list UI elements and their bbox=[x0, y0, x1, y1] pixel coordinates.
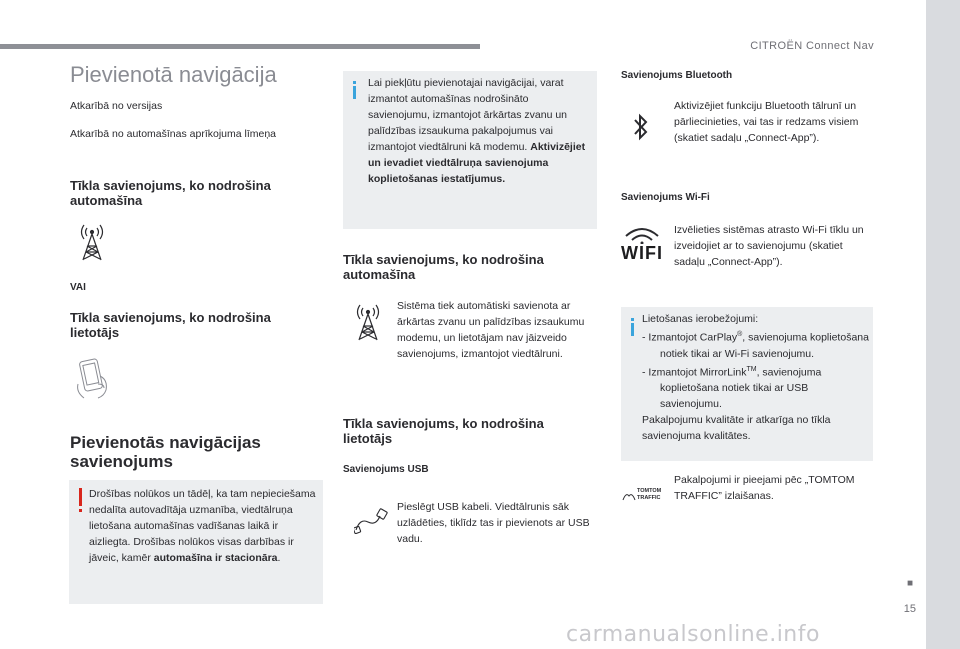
antenna-icon bbox=[76, 222, 108, 262]
limit-mirrorlink: - Izmantojot MirrorLink™, savienojuma koplietošana notiek tikai ar USB savienojumu. bbox=[642, 365, 822, 410]
limits-text: Lietošanas ierobežojumi: - Izmantojot CarPlay®, savienojuma koplietošana notiek tikai ar Wi-Fi savienojumu. - Izmantojot MirrorLink™, savienojuma koplietošana notiek tikai ar USB savienojumu. Pakalpojumu kvalitāte ir atkarīga no tīkla savienojuma kvalitātes. bbox=[642, 313, 869, 442]
info-box-limits bbox=[621, 307, 873, 461]
header-bar bbox=[0, 44, 480, 49]
wifi-text: Izvēlieties sistēmas atrasto Wi-Fi tīklu un izveidojiet ar to savienojumu (skatiet sadaļu „Connect-App”). bbox=[674, 224, 864, 268]
wifi-waves-icon bbox=[620, 226, 664, 244]
warning-text: Drošības nolūkos un tādēļ, ka tam nepieciešama nedalīta autovadītāja uzmanība, viedtālruņa lietošana automašīnas vadīšanas laikā ir aizliegta. Drošības nolūkos visas darbības ir jāveic, kamēr automašīna ir stacionāra. bbox=[89, 488, 316, 564]
smartphone-hand-icon bbox=[74, 356, 116, 400]
watermark: carmanualsonline.info bbox=[566, 622, 820, 647]
tomtom-hand-icon bbox=[622, 491, 636, 501]
usb-title: Savienojums USB bbox=[343, 464, 429, 475]
limit-carplay: - Izmantojot CarPlay®, savienojuma koplietošana notiek tikai ar Wi-Fi savienojumu. bbox=[642, 331, 869, 360]
page-number: 15 bbox=[903, 603, 916, 615]
warning-icon bbox=[79, 488, 82, 506]
version-note: Atkarībā no versijas bbox=[70, 100, 163, 112]
section-title-vehicle-network-2: Tīkla savienojums, ko nodrošina automašīna bbox=[343, 252, 544, 282]
page-title: Pievienotā navigācija bbox=[70, 62, 277, 87]
page-edge-strip bbox=[926, 0, 960, 649]
brand-label: CITROËN Connect Nav bbox=[750, 40, 874, 52]
section-title-vehicle-network: Tīkla savienojums, ko nodrošina automašīna bbox=[70, 178, 271, 208]
usb-cable-icon bbox=[354, 508, 388, 534]
or-label: VAI bbox=[70, 282, 86, 293]
vehicle-network-text: Sistēma tiek automātiski savienota ar ārkārtas zvanu un palīdzības izsaukumu modemu, un lietotājam nav jāizveido savienojums, izmantojot viedtālruni. bbox=[397, 300, 585, 360]
section-title-user-network: Tīkla savienojums, ko nodrošina lietotājs bbox=[70, 310, 271, 340]
section-title-user-network-2: Tīkla savienojums, ko nodrošina lietotājs bbox=[343, 416, 544, 446]
equipment-note: Atkarībā no automašīnas aprīkojuma līmeņa bbox=[70, 128, 277, 140]
antenna-icon bbox=[352, 302, 384, 342]
info-text: Lai piekļūtu pievienotajai navigācijai, varat izmantot automašīnas nodrošināto savienojumu, izmantojot ārkārtas zvanu un palīdzības izsaukuma pakalpojumus vai izmantojot viedtālruni kā modemu. Aktivizējiet un ievadiet viedtālruņa savienojuma koplietošanas iestatījumus. bbox=[368, 77, 586, 185]
info-icon bbox=[631, 323, 634, 336]
bluetooth-text: Aktivizējiet funkciju Bluetooth tālrunī un pārliecinieties, vai tas ir redzams visiem (skatiet sadaļu „Connect-App”). bbox=[674, 100, 859, 144]
info-box-access bbox=[343, 71, 597, 229]
info-icon bbox=[353, 86, 356, 99]
end-marker: ■ bbox=[906, 578, 913, 589]
bluetooth-title: Savienojums Bluetooth bbox=[621, 70, 733, 81]
wifi-icon: WIFI bbox=[620, 226, 664, 262]
section-title-connection: Pievienotās navigācijas savienojums bbox=[70, 433, 261, 471]
tomtom-text: Pakalpojumi ir pieejami pēc „TOMTOM TRAFFIC” izlaišanas. bbox=[674, 474, 855, 502]
tomtom-traffic-logo-icon: TOMTOM TRAFFIC bbox=[622, 488, 666, 504]
bluetooth-icon bbox=[632, 112, 650, 142]
wifi-title: Savienojums Wi-Fi bbox=[621, 192, 710, 203]
warning-box bbox=[69, 480, 323, 604]
usb-text: Pieslēgt USB kabeli. Viedtālrunis sāk uzlādēties, tiklīdz tas ir pievienots ar USB vadu. bbox=[397, 501, 590, 545]
